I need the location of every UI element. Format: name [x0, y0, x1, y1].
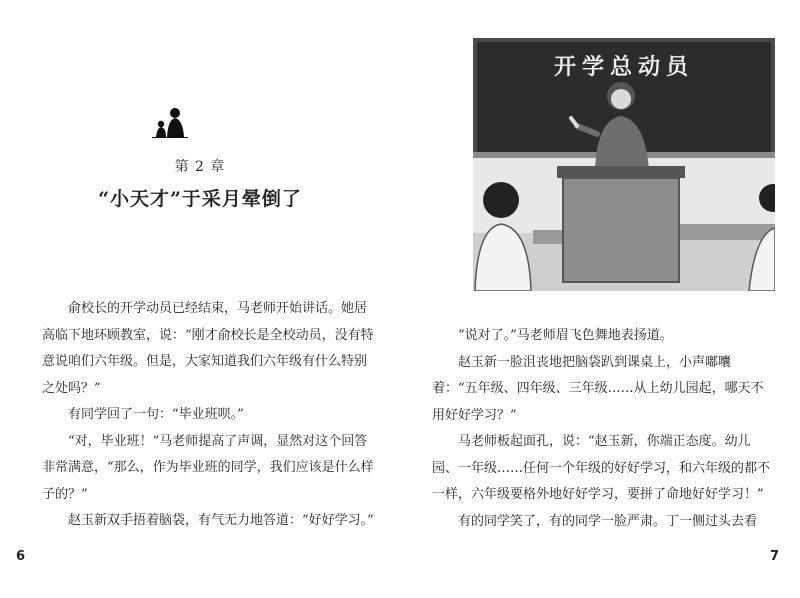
paragraph: “说对了。”马老师眉飞色舞地表扬道。	[458, 328, 673, 343]
chapter-title: “小天才”于采月晕倒了	[98, 188, 302, 210]
right-body-text	[432, 323, 776, 535]
page-number-left: 6	[16, 549, 26, 564]
right-page	[400, 0, 800, 598]
paragraph: 马老师板起面孔，说：“赵玉新，你端正态度。幼儿园、一年级……任何一个年级的好好学习，和六年级的都不一样，六年级要格外地好好学习，要拼了命地好好学习！”	[432, 434, 771, 502]
classroom-illustration	[473, 38, 775, 291]
paragraph: 有同学回了一句：“毕业班呗。”	[68, 407, 244, 422]
left-body-text	[42, 296, 375, 535]
blackboard-text: 开学总动员	[553, 55, 695, 80]
paragraph: 俞校长的开学动员已经结束，马老师开始讲话。她居高临下地环顾教室，说：“刚才俞校长是全校动员，没有特意说咱们六年级。但是，大家知道我们六年级有什么特别之处吗？”	[42, 301, 374, 396]
paragraph: “对，毕业班！”马老师提高了声调，显然对这个回答非常满意，“那么，作为毕业班的同学，我们应该是什么样子的？”	[42, 433, 374, 502]
paragraph: 赵玉新一脸沮丧地把脑袋趴到课桌上，小声嘟囔着：“五年级、四年级、三年级……从上幼儿园起，哪天不用好好学习？”	[432, 354, 764, 423]
paragraph: 有的同学笑了，有的同学一脸严肃。丁一侧过头去看	[458, 513, 758, 529]
chapter-number: 第 2 章	[174, 159, 226, 175]
chapter-ornament-icon	[150, 104, 190, 138]
page-number-right: 7	[770, 549, 780, 564]
paragraph: 赵玉新双手捂着脑袋，有气无力地答道：“好好学习。”	[68, 513, 374, 528]
